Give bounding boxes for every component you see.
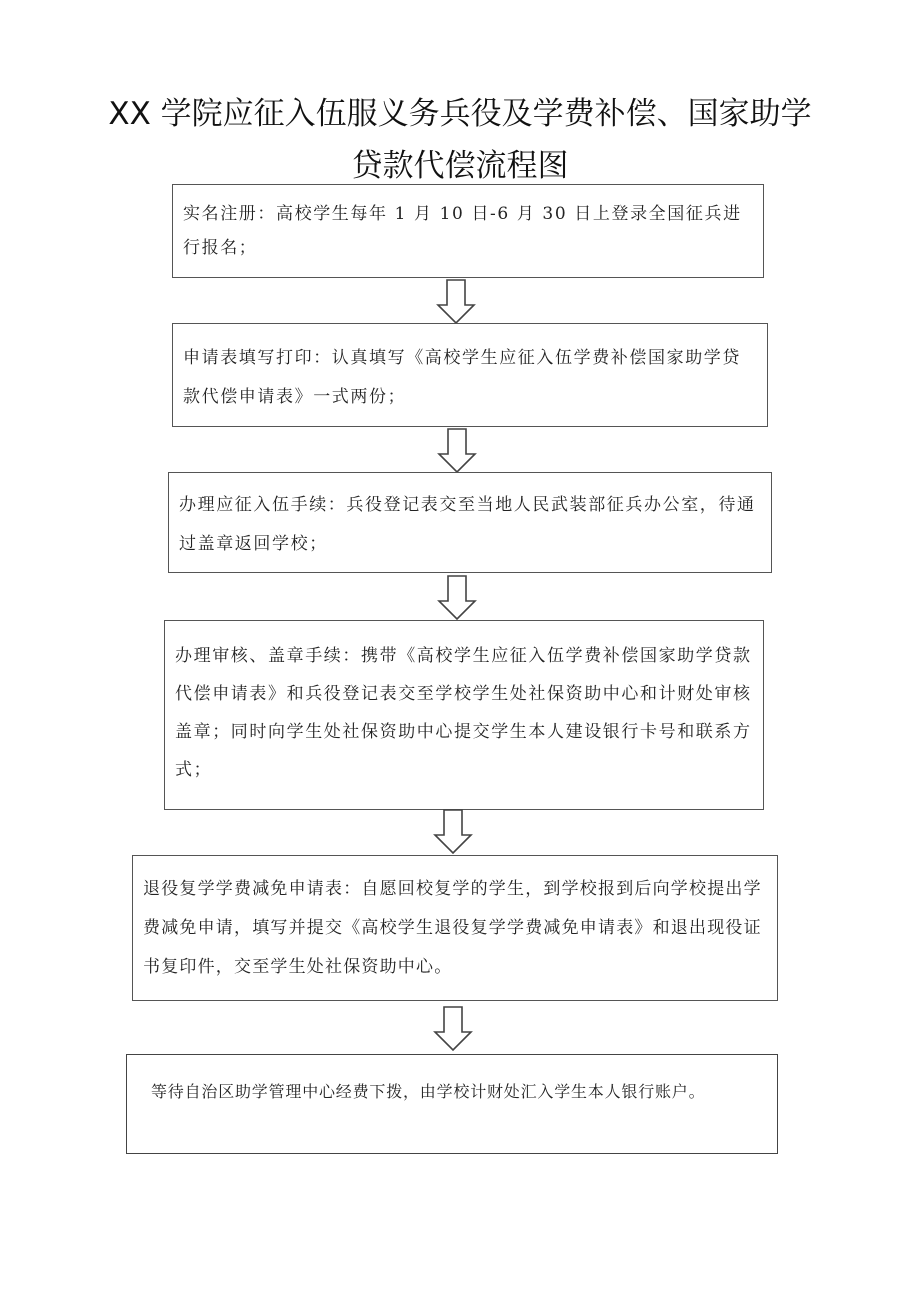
flow-step-2-text: 申请表填写打印：认真填写《高校学生应征入伍学费补偿国家助学贷款代偿申请表》一式两份； <box>183 348 741 407</box>
hollow-down-arrow-icon <box>437 428 477 474</box>
flow-step-6-text: 等待自治区助学管理中心经费下拨，由学校计财处汇入学生本人银行账户。 <box>151 1082 706 1101</box>
flow-step-5-text: 退役复学学费减免申请表：自愿回校复学的学生，到学校报到后向学校提出学费减免申请，填写并提交《高校学生退役复学学费减免申请表》和退出现役证书复印件，交至学生处社保资助中心。 <box>143 879 762 977</box>
hollow-down-arrow-icon <box>437 575 477 621</box>
page-title: XX 学院应征入伍服义务兵役及学费补偿、国家助学贷款代偿流程图 <box>108 96 812 184</box>
hollow-down-arrow-icon <box>436 279 476 325</box>
hollow-down-arrow-icon <box>433 1006 473 1052</box>
flow-step-3-box <box>168 472 772 573</box>
flow-step-4-box <box>164 620 764 810</box>
flow-step-3-text: 办理应征入伍手续：兵役登记表交至当地人民武装部征兵办公室，待通过盖章返回学校； <box>179 495 756 554</box>
flow-step-5-box <box>132 855 778 1001</box>
flow-step-2-box <box>172 323 768 427</box>
flow-step-6-box <box>126 1054 778 1154</box>
flow-step-4-text: 办理审核、盖章手续：携带《高校学生应征入伍学费补偿国家助学贷款代偿申请表》和兵役登记表交至学校学生处社保资助中心和计财处审核盖章；同时向学生处社保资助中心提交学生本人建设银行卡号和联系方式； <box>175 646 752 780</box>
flow-step-1-text: 实名注册：高校学生每年 1 月 10 日-6 月 30 日上登录全国征兵进行报名； <box>183 204 742 258</box>
flow-step-1-box <box>172 184 764 278</box>
hollow-down-arrow-icon <box>433 809 473 855</box>
